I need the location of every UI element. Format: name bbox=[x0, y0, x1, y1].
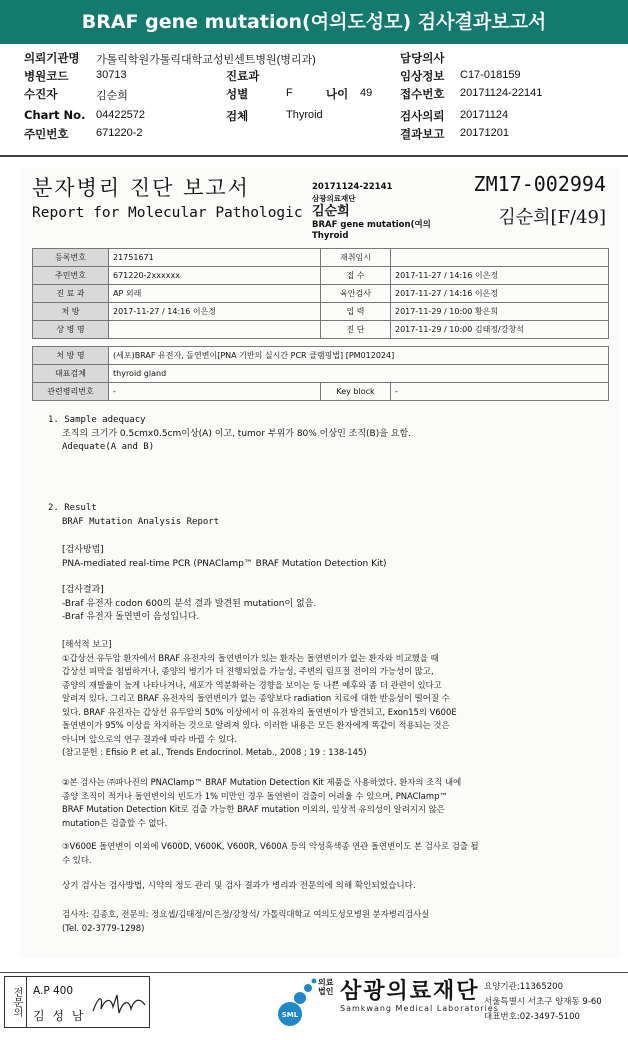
note3-block bbox=[62, 840, 479, 867]
interp-line: 있다. BRAF 유전자는 갑상선 유두암의 50% 이상에서 이 유전자의 돌연변이가 발견되고, Exon15의 V600E bbox=[62, 706, 457, 717]
table-row bbox=[33, 303, 609, 321]
report-patient-tag: 김순희[F/49] bbox=[498, 207, 606, 228]
cell-value bbox=[109, 321, 321, 339]
cell-value bbox=[391, 249, 609, 267]
paragraph: 조직의 크기가 0.5cmx0.5cm이상(A) 이고, tumor 부위가 80% 이상인 조직(B)을 요함. bbox=[62, 428, 412, 439]
sticker-org: 삼광의료재단 bbox=[312, 194, 356, 203]
cell-label: 처 방 bbox=[33, 303, 109, 321]
method-text: PNA-mediated real-time PCR (PNAClamp™ BRAF Mutation Detection Kit) bbox=[62, 558, 387, 569]
staff-block bbox=[62, 908, 429, 935]
staff-line: 검사자: 김종호, 전문의: 정요셉/김태정/이은정/강창석/ 가톨릭대학교 여의도성모병원 분자병리검사실 bbox=[62, 909, 430, 919]
method-heading: [검사방법] bbox=[62, 545, 104, 555]
request-value: 20171124 bbox=[460, 109, 509, 121]
receipt-value: 20171124-22141 bbox=[460, 87, 543, 99]
table-row bbox=[33, 365, 609, 383]
interp-line: ①갑상선 유두암 환자에서 BRAF 유전자의 돌연변이가 있는 환자는 돌연변이가 없는 환자와 비교했을 때 bbox=[62, 652, 439, 663]
hospital-value: 가톨릭학원가톨릭대학교성빈센트병원(병리과) bbox=[96, 54, 316, 66]
cell-value: 2017-11-29 / 10:00 황은희 bbox=[391, 303, 609, 321]
sticker-test: BRAF gene mutation(여의 bbox=[312, 220, 431, 230]
result-line: -Braf 유전자 codon 600의 분석 결과 발견된 mutation이 없음. bbox=[62, 598, 317, 609]
table-row bbox=[33, 285, 609, 303]
sticker-specimen: Thyroid bbox=[312, 231, 349, 241]
section-title: 2. Result bbox=[48, 503, 97, 513]
table-row bbox=[33, 383, 609, 401]
cell-label: 관련병리번호 bbox=[33, 383, 109, 401]
section-result bbox=[48, 502, 219, 529]
id-value: 671220-2 bbox=[96, 127, 143, 139]
cell-value: (세포)BRAF 유전자, 돌연변이[PNA 기반의 실시간 PCR 클램핑법] [PM012024] bbox=[109, 347, 609, 365]
address: 서울특별시 서초구 양재동 9-60 bbox=[484, 997, 602, 1007]
interp-heading: [해석적 보고] bbox=[62, 639, 112, 649]
hospital-code-value: 30713 bbox=[96, 69, 127, 81]
result-heading: [검사결과] bbox=[62, 585, 104, 595]
chart-value: 04422572 bbox=[96, 109, 145, 121]
divider bbox=[0, 155, 628, 157]
sex-value: F bbox=[286, 87, 293, 99]
table-row bbox=[33, 347, 609, 365]
note-line: mutation은 검출할 수 없다. bbox=[62, 817, 168, 828]
cell-label: 처 방 명 bbox=[33, 347, 109, 365]
confirm-text: 상기 검사는 검사방법, 시약의 정도 관리 및 검사 결과가 병리과 전문의에 의해 확인되었습니다. bbox=[62, 881, 416, 891]
note-line: 종양 조직이 적거나 돌연변이의 빈도가 1% 미만인 경우 돌연변이 검출이 어려울 수 있으며, PNAClamp™ bbox=[62, 790, 448, 801]
report-title-en: Report for Molecular Pathologic bbox=[32, 205, 303, 221]
section-title: 1. Sample adequacy bbox=[48, 415, 146, 425]
interp-line: 종양의 재발율이 높게 나타나거나, 세포가 역분화하는 경향을 보이는 등 나쁜 예후와 좀 더 관련이 있다고 bbox=[62, 679, 442, 690]
org-type: 의료법인 bbox=[318, 978, 334, 996]
cell-label: 주민번호 bbox=[33, 267, 109, 285]
report-title-kr: 분자병리 진단 보고서 bbox=[32, 176, 250, 200]
id-label: 주민번호 bbox=[24, 127, 69, 141]
note-line: 수 있다. bbox=[62, 854, 92, 865]
paragraph: Adequate(A and B) bbox=[62, 442, 155, 452]
cell-label: 상 병 명 bbox=[33, 321, 109, 339]
note-line: ②본 검사는 ㈜파나진의 PNAClamp™ BRAF Mutation Detection Kit 제품을 사용하였다. 환자의 조직 내에 bbox=[62, 777, 462, 787]
section-sample bbox=[48, 414, 411, 455]
interp-line: 돌연변이가 95% 이상을 차지하는 것으로 알려져 있다. 이러한 내용은 모든 환자에게 똑같이 적용되는 것은 bbox=[62, 720, 450, 730]
interp-line: (참고문헌 : Efisio P. et al., Trends Endocrinol. Metab., 2008 ; 19 : 138-145) bbox=[62, 747, 367, 757]
cell-label: 육안검사 bbox=[321, 285, 391, 303]
department-label: 진료과 bbox=[226, 69, 260, 83]
request-label: 검사의뢰 bbox=[400, 109, 445, 123]
clinical-info-value: C17-018159 bbox=[460, 69, 521, 81]
cell-value: - bbox=[109, 383, 321, 401]
cell-value: 2017-11-29 / 10:00 김태정/강창석 bbox=[391, 321, 609, 339]
scanned-report bbox=[20, 168, 620, 958]
method-block bbox=[62, 544, 387, 571]
patient-value: 김순희 bbox=[96, 90, 128, 102]
cell-label: 등록번호 bbox=[33, 249, 109, 267]
report-title: BRAF gene mutation(여의도성모) 검사결과보고서 bbox=[0, 0, 628, 44]
report-date-value: 20171201 bbox=[460, 127, 509, 139]
table-row bbox=[33, 249, 609, 267]
interpretation-block bbox=[62, 638, 457, 760]
report-date-label: 결과보고 bbox=[400, 127, 445, 141]
prescription-table bbox=[32, 346, 609, 401]
table-row bbox=[33, 321, 609, 339]
specialist-label: 전문의 bbox=[5, 977, 27, 1027]
age-label: 나이 bbox=[326, 87, 349, 101]
sticker-name: 김순희 bbox=[312, 204, 350, 219]
interp-line: 알려져 있다. 그리고 BRAF 유전자의 돌연변이가 없는 종양보다 radiation 치료에 대한 반응성이 떨어질 수 bbox=[62, 693, 450, 703]
note-line: ③V600E 돌연변이 이외에 V600D, V600K, V600R, V600A 등의 악성흑색종 연관 돌연변이도 본 검사로 검출 될 bbox=[62, 841, 479, 851]
cell-label: 진 단 bbox=[321, 321, 391, 339]
note-line: BRAF Mutation Detection Kit로 검출 가능한 BRAF mutation 이외의, 임상적 유의성이 알려지지 않은 bbox=[62, 804, 445, 814]
org-name: 삼광의료재단 bbox=[340, 979, 480, 1004]
logo-text: SML bbox=[281, 1011, 299, 1019]
cell-value: - bbox=[391, 383, 609, 401]
cell-label: 대표검체 bbox=[33, 365, 109, 383]
cell-value: 671220-2xxxxxx bbox=[109, 267, 321, 285]
result-block bbox=[62, 584, 316, 625]
hospital-label: 의뢰기관명 bbox=[24, 51, 80, 65]
sticker-receipt: 20171124-22141 bbox=[312, 182, 393, 192]
care-code: 요양기관:11365200 bbox=[484, 982, 563, 992]
receipt-label: 접수번호 bbox=[400, 87, 445, 101]
org-name-en: Samkwang Medical Laboratories bbox=[340, 1004, 499, 1013]
result-line: -Braf 유전자 돌연변이 음성입니다. bbox=[62, 612, 200, 622]
cell-label: Key block bbox=[321, 383, 391, 401]
cell-value: 2017-11-27 / 14:16 이은정 bbox=[109, 303, 321, 321]
cell-value: 2017-11-27 / 14:16 이은정 bbox=[391, 267, 609, 285]
cell-value: 2017-11-27 / 14:16 이은정 bbox=[391, 285, 609, 303]
tel-line: (Tel. 02-3779-1298) bbox=[62, 922, 145, 933]
signature-icon bbox=[91, 991, 147, 1017]
interp-line: 아니며 앞으로의 연구 결과에 따라 바뀔 수 있다. bbox=[62, 733, 238, 744]
specimen-label: 검체 bbox=[226, 109, 249, 123]
label-sticker bbox=[312, 182, 431, 242]
specimen-value: Thyroid bbox=[286, 109, 323, 121]
cell-value: thyroid gland bbox=[109, 365, 609, 383]
phone: 대표번호:02-3497-5100 bbox=[484, 1012, 580, 1022]
cell-label: 접 수 bbox=[321, 267, 391, 285]
cell-label: 입 력 bbox=[321, 303, 391, 321]
note2-block bbox=[62, 776, 461, 830]
hospital-code-label: 병원코드 bbox=[24, 69, 69, 83]
patient-label: 수진자 bbox=[24, 87, 58, 101]
cell-label: 진 료 과 bbox=[33, 285, 109, 303]
attending-label: 담당의사 bbox=[400, 51, 445, 65]
clinical-info-label: 임상정보 bbox=[400, 69, 445, 83]
ap-number: A.P 400 bbox=[33, 985, 74, 997]
signature-box bbox=[4, 976, 150, 1028]
chart-label: Chart No. bbox=[24, 108, 86, 122]
paragraph: BRAF Mutation Analysis Report bbox=[62, 516, 220, 527]
interp-line: 갑상선 피막을 침범하거나, 종양의 병기가 더 진행되었을 가능성, 주변의 림프절 전이의 가능성이 많고, bbox=[62, 666, 434, 676]
age-value: 49 bbox=[360, 87, 373, 99]
doctor-name: 김 성 남 bbox=[33, 1009, 86, 1023]
table-row bbox=[33, 267, 609, 285]
sex-label: 성별 bbox=[226, 87, 249, 101]
cell-value: 21751671 bbox=[109, 249, 321, 267]
divider bbox=[0, 972, 628, 973]
contact-info bbox=[484, 980, 602, 1025]
report-code: ZM17-002994 bbox=[473, 172, 606, 196]
cell-label: 재취임시 bbox=[321, 249, 391, 267]
registration-table bbox=[32, 248, 609, 339]
cell-value: AP 외래 bbox=[109, 285, 321, 303]
